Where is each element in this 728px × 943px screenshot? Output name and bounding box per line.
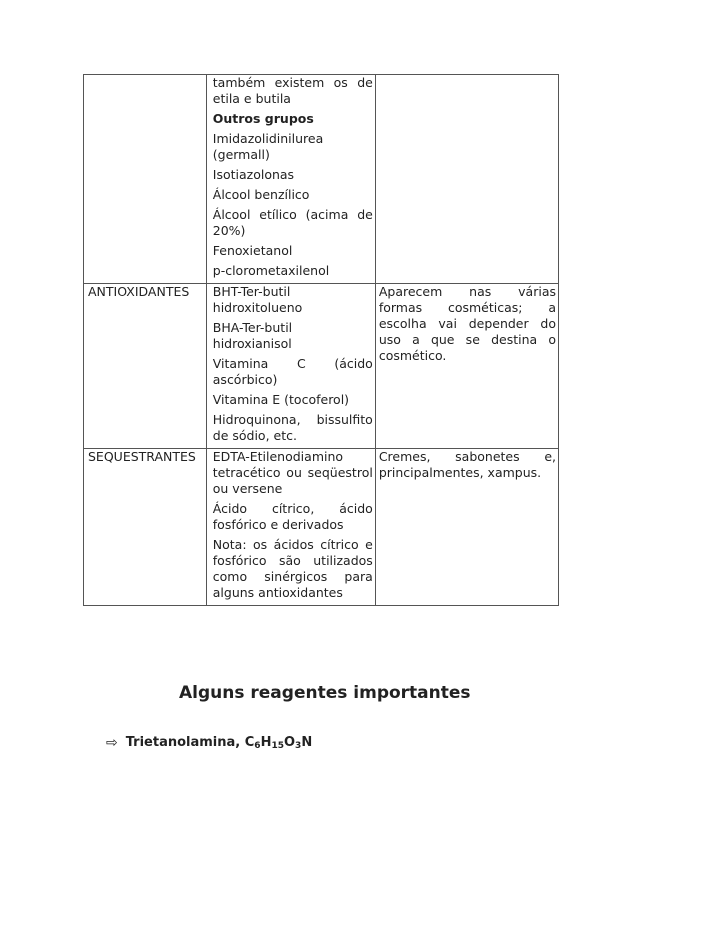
category-label: ANTIOXIDANTES bbox=[88, 284, 190, 299]
table-row bbox=[84, 284, 559, 449]
ingredient-entry: também existem os de etila e butila bbox=[212, 75, 373, 106]
formula-element: N bbox=[301, 735, 313, 750]
ingredients-cell bbox=[206, 449, 375, 606]
cell-note: Aparecem nas várias formas cosméticas; a escolha vai depender do uso a que se destina o cosmético. bbox=[378, 284, 556, 363]
ingredient-entry: BHA-Ter-butil hidroxianisol bbox=[212, 320, 293, 351]
ingredient-entry: Fenoxietanol bbox=[212, 243, 293, 258]
ingredient-entry: Vitamina E (tocoferol) bbox=[212, 392, 350, 407]
category-cell bbox=[84, 284, 207, 449]
reagent-name: Trietanolamina, C bbox=[125, 735, 255, 750]
ingredient-entry: Nota: os ácidos cítrico e fosfórico são utilizados como sinérgicos para alguns antioxidantes bbox=[212, 537, 373, 600]
category-cell bbox=[84, 75, 207, 284]
table-row bbox=[84, 75, 559, 284]
formula-subscript: 6 bbox=[254, 741, 261, 751]
ingredients-cell bbox=[206, 75, 375, 284]
ingredient-entry: Outros grupos bbox=[212, 111, 314, 126]
ingredients-table bbox=[83, 74, 559, 606]
ingredient-entry: EDTA-Etilenodiamino tetracético ou seqüestrol ou versene bbox=[212, 449, 373, 496]
formula-subscript: 3 bbox=[295, 741, 302, 751]
ingredient-entry: Ácido cítrico, ácido fosfórico e derivados bbox=[212, 501, 373, 532]
reagent-list-item bbox=[106, 735, 312, 751]
ingredient-entry: Isotiazolonas bbox=[212, 167, 295, 182]
ingredient-entry: Imidazolidinilurea (germall) bbox=[212, 131, 324, 162]
notes-cell bbox=[375, 449, 558, 606]
table-row bbox=[84, 449, 559, 606]
ingredient-entry: Vitamina C (ácido ascórbico) bbox=[212, 356, 373, 387]
category-cell bbox=[84, 449, 207, 606]
formula-element: O bbox=[283, 735, 296, 750]
formula-element: H bbox=[260, 735, 272, 750]
formula-subscript: 15 bbox=[271, 741, 284, 751]
ingredient-entry: Álcool etílico (acima de 20%) bbox=[212, 207, 373, 238]
category-label: SEQUESTRANTES bbox=[88, 449, 196, 464]
notes-cell bbox=[375, 75, 558, 284]
ingredient-entry: Álcool benzílico bbox=[212, 187, 310, 202]
section-heading: Alguns reagentes importantes bbox=[179, 683, 471, 703]
ingredient-entry: p-clorometaxilenol bbox=[212, 263, 330, 278]
ingredients-cell bbox=[206, 284, 375, 449]
notes-cell bbox=[375, 284, 558, 449]
ingredient-entry: BHT-Ter-butil hidroxitolueno bbox=[212, 284, 303, 315]
cell-note: Cremes, sabonetes e, principalmentes, xampus. bbox=[378, 449, 556, 480]
reagent-label bbox=[126, 735, 312, 751]
ingredient-entry: Hidroquinona, bissulfito de sódio, etc. bbox=[212, 412, 373, 443]
hollow-right-arrow-icon: ⇨ bbox=[106, 735, 118, 751]
